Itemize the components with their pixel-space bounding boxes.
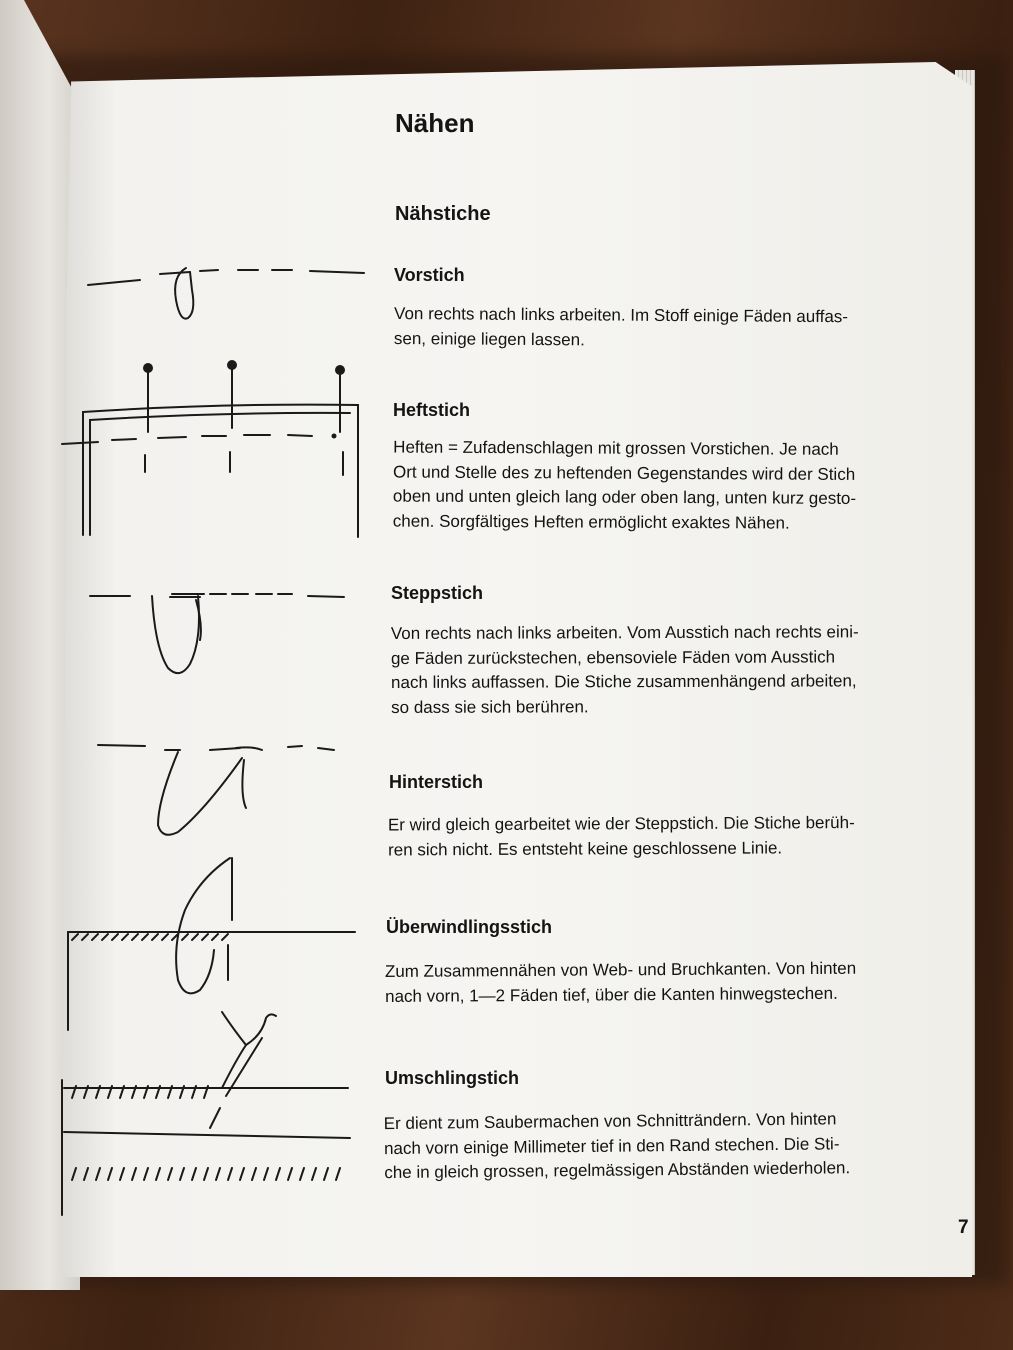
text-line: ren sich nicht. Es entsteht keine geschlossene Linie.: [388, 837, 783, 859]
vorstich-illustration: [88, 268, 364, 319]
page-number: 7: [958, 1217, 969, 1238]
stitch-heading-steppstich: Steppstich: [391, 583, 484, 603]
stitch-description-steppstich: [391, 620, 956, 720]
text-line: Er wird gleich gearbeitet wie der Steppstich. Die Stiche berüh-: [387, 813, 855, 835]
umschlingstich-illustration: [62, 1012, 350, 1215]
stitch-description-hinterstich: [388, 811, 953, 863]
text-line: nach vorn einige Millimeter tief in den Rand stechen. Die Sti-: [383, 1133, 840, 1158]
text-line: Heften = Zufadenschlagen mit grossen Vorstichen. Je nach: [393, 437, 839, 459]
text-line: Zum Zusammennähen von Web- und Bruchkanten. Von hinten: [384, 958, 857, 981]
heftstich-illustration: [62, 361, 358, 537]
text-line: nach vorn, 1—2 Fäden tief, über die Kanten hinwegstechen.: [385, 983, 838, 1006]
stitch-description-vorstich: [394, 302, 959, 355]
text-line: ge Fäden zurückstechen, ebensoviele Fäden vom Ausstich: [390, 646, 836, 668]
hinterstich-illustration: [98, 745, 334, 835]
text-line: so dass sie sich berühren.: [391, 696, 589, 717]
stitch-heading-hinterstich: Hinterstich: [389, 772, 484, 792]
steppstich-illustration: [90, 594, 344, 673]
text-line: che in gleich grossen, regelmässigen Abständen wiederholen.: [384, 1158, 851, 1183]
text-line: Ort und Stelle des zu heftenden Gegenstandes wird der Stich: [393, 462, 856, 484]
stitch-heading-heftstich: Heftstich: [393, 400, 471, 420]
ueberwindlingsstich-illustration: [68, 858, 355, 1030]
text-line: sen, einige liegen lassen.: [393, 328, 585, 349]
text-line: Von rechts nach links arbeiten. Vom Ausstich nach rechts eini-: [390, 622, 859, 643]
text-line: Er dient zum Saubermachen von Schnitträndern. Von hinten: [383, 1109, 837, 1134]
stitch-description-ueberwindlingsstich: [385, 956, 950, 1009]
text-line: oben und unten gleich lang oder oben lang, unten kurz gesto-: [392, 486, 857, 508]
section-subtitle: Nähstiche: [395, 203, 491, 225]
text-line: chen. Sorgfältiges Heften ermöglicht exaktes Nähen.: [392, 511, 790, 533]
stitch-heading-ueberwindlingsstich: Überwindlingsstich: [386, 917, 553, 937]
text-line: Von rechts nach links arbeiten. Im Stoff einige Fäden auffas-: [394, 304, 849, 327]
page-title: Nähen: [395, 108, 475, 138]
stitch-description-heftstich: [393, 436, 959, 537]
text-line: nach links auffassen. Die Stiche zusammenhängend arbeiten,: [391, 671, 857, 692]
stitch-heading-umschlingstich: Umschlingstich: [385, 1068, 520, 1088]
stitch-description-umschlingstich: [384, 1106, 975, 1186]
stitch-heading-vorstich: Vorstich: [394, 265, 465, 285]
